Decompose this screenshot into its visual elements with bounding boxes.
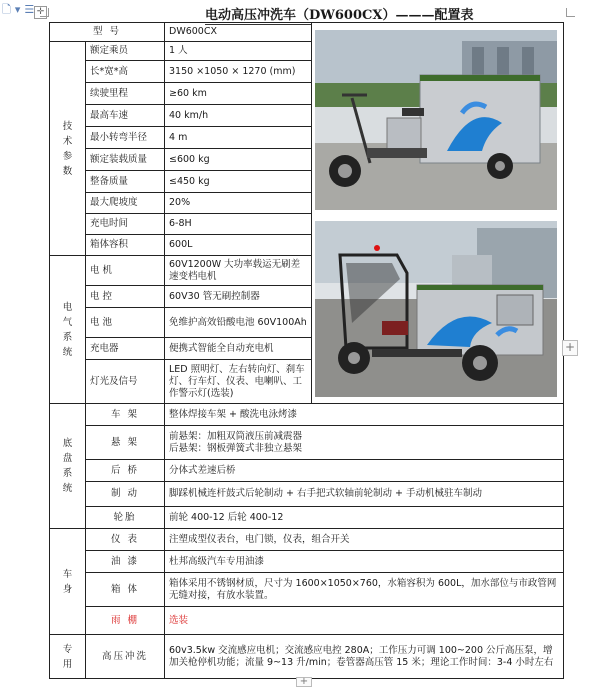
chassis-value — [165, 426, 564, 460]
add-row-button[interactable]: + — [296, 677, 312, 687]
awning-label: 雨 棚 — [86, 607, 165, 635]
body-label: 仪 表 — [86, 529, 165, 551]
tricycle-canopy-photo — [315, 221, 557, 397]
tech-label: 最小转弯半径 — [86, 127, 165, 149]
body-category: 车 身 — [50, 529, 86, 635]
elec-label: 充电器 — [86, 338, 165, 360]
tech-value: 1 人 — [165, 42, 312, 61]
tech-value: 40 km/h — [165, 105, 312, 127]
chassis-value: 脚踩机械连杆鼓式后轮制动 + 右手把式软轴前轮制动 + 手动机械驻车制动 — [165, 482, 564, 507]
tech-value: ≤600 kg — [165, 149, 312, 171]
elec-value: 60V30 管无刷控制器 — [165, 286, 312, 308]
special-value: 60v3.5kw 交流感应电机；交流感应电控 280A；工作压力可调 100~200 公斤高压泵，增加关枪停机功能；流量 9~13 升/min；卷管器高压管 15 米；理论工作时间：3-4 小时左右 — [165, 635, 564, 679]
toolbar-icons — [2, 4, 34, 15]
elec-label: 电 池 — [86, 308, 165, 338]
elec-value: LED 照明灯、左右转向灯、刹车灯、行车灯、仪表、电喇叭、工作警示灯(选装) — [165, 360, 312, 404]
tech-category: 技 术 参 数 — [50, 42, 86, 256]
tech-label: 最高车速 — [86, 105, 165, 127]
elec-value: 免维护高效铅酸电池 60V100Ah — [165, 308, 312, 338]
tech-label: 续驶里程 — [86, 83, 165, 105]
chassis-label: 制 动 — [86, 482, 165, 507]
elec-label: 电 机 — [86, 256, 165, 286]
tech-value: 4 m — [165, 127, 312, 149]
elec-category: 电 气 系 统 — [50, 256, 86, 404]
tech-value: 6-8H — [165, 214, 312, 235]
dropdown-arrow-icon[interactable]: ▾ — [14, 3, 21, 16]
tech-label: 额定乘员 — [86, 42, 165, 61]
document-icon[interactable]: 🗋 — [2, 3, 11, 16]
tech-label: 整备质量 — [86, 171, 165, 193]
tech-label: 充电时间 — [86, 214, 165, 235]
body-value: 注塑成型仪表台，电门锁，仪表，组合开关 — [165, 529, 564, 551]
tech-label: 额定装载质量 — [86, 149, 165, 171]
awning-value: 选装 — [165, 607, 564, 635]
elec-label: 灯光及信号 — [86, 360, 165, 404]
add-column-button[interactable]: + — [562, 340, 578, 356]
body-value: 箱体采用不锈钢材质，尺寸为 1600×1050×760，水箱容积为 600L，加水部位与市政管网无缝对接，有放水装置。 — [165, 573, 564, 607]
chassis-value: 前轮 400-12 后轮 400-12 — [165, 507, 564, 529]
tech-value: 20% — [165, 193, 312, 214]
tech-label: 最大爬坡度 — [86, 193, 165, 214]
elec-value: 便携式智能全自动充电机 — [165, 338, 312, 360]
elec-label: 电 控 — [86, 286, 165, 308]
config-table — [49, 22, 564, 679]
chassis-label: 后 桥 — [86, 460, 165, 482]
crop-mark-icon — [40, 8, 49, 17]
photo-column — [312, 23, 564, 404]
tricycle-side-photo — [315, 30, 557, 210]
tech-label: 长*宽*高 — [86, 61, 165, 83]
rear-suspension-text: 后悬架：钢板弹簧式非独立悬架 — [169, 442, 303, 454]
vehicle-photos — [312, 23, 562, 401]
tech-value: 600L — [165, 235, 312, 256]
page-title: 电动高压冲洗车（DW600CX）———配置表 — [205, 4, 473, 25]
body-label: 油 漆 — [86, 551, 165, 573]
chassis-value: 分体式差速后桥 — [165, 460, 564, 482]
front-suspension-text: 前悬架：加粗双筒液压前减震器 — [169, 430, 303, 442]
body-value: 杜邦高级汽车专用油漆 — [165, 551, 564, 573]
chassis-label: 轮胎 — [86, 507, 165, 529]
body-label: 箱 体 — [86, 573, 165, 607]
chassis-label: 车 架 — [86, 404, 165, 426]
crop-mark-icon — [566, 8, 575, 17]
model-label: 型 号 — [50, 23, 165, 42]
tech-label: 箱体容积 — [86, 235, 165, 256]
chassis-label: 悬 架 — [86, 426, 165, 460]
chassis-value: 整体焊接车架 + 酸洗电泳烤漆 — [165, 404, 564, 426]
tech-value: ≤450 kg — [165, 171, 312, 193]
chassis-category: 底 盘 系 统 — [50, 404, 86, 529]
tech-value: ≥60 km — [165, 83, 312, 105]
table-move-handle-icon[interactable]: ✛ — [34, 6, 47, 19]
special-category: 专 用 — [50, 635, 86, 679]
tech-value: 3150 ×1050 × 1270 (mm) — [165, 61, 312, 83]
elec-value: 60V1200W 大功率载运无刷差速变档电机 — [165, 256, 312, 286]
model-value: DW600CX — [165, 23, 312, 42]
special-label: 高压冲洗 — [86, 635, 165, 679]
list-icon[interactable]: ☰ — [24, 3, 35, 16]
